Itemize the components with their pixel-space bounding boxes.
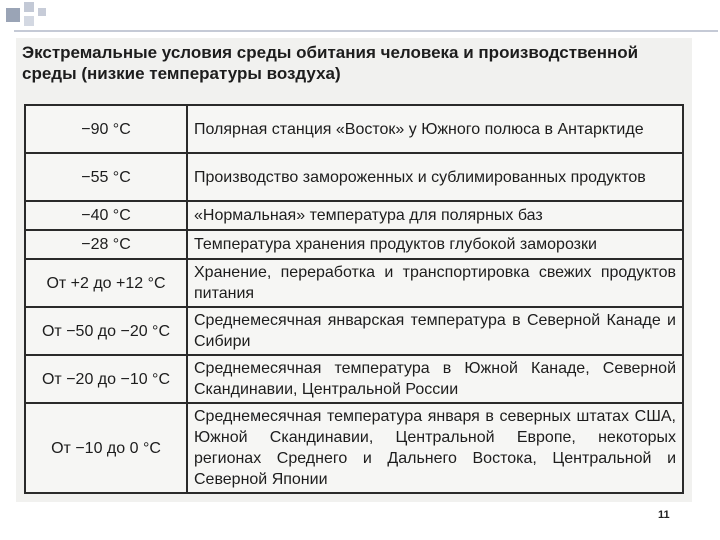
description-cell: Среднемесячная температура в Южной Канаде, Северной Скандинавии, Центральной России <box>187 355 683 403</box>
slide-top-rule <box>14 30 718 32</box>
table-row <box>25 153 683 201</box>
temperature-cell: От +2 до +12 °C <box>25 259 187 307</box>
temperature-cell: От −10 до 0 °C <box>25 403 187 493</box>
table-row <box>25 355 683 403</box>
slide-decoration-square <box>6 8 20 22</box>
description-cell: Температура хранения продуктов глубокой заморозки <box>187 230 683 259</box>
description-cell: Среднемесячная январская температура в Северной Канаде и Сибири <box>187 307 683 355</box>
page-title: Экстремальные условия среды обитания человека и производственной среды (низкие температуры воздуха) <box>22 43 639 83</box>
page-number: 11 <box>658 509 670 521</box>
slide-decoration-square <box>24 2 34 12</box>
temperature-cell: −90 °C <box>25 105 187 153</box>
slide-decoration-square <box>38 8 46 16</box>
table-row <box>25 307 683 355</box>
description-cell: Производство замороженных и сублимированных продуктов <box>187 153 683 201</box>
temperature-cell: От −50 до −20 °C <box>25 307 187 355</box>
temperature-table <box>24 104 684 494</box>
temperature-cell: −28 °C <box>25 230 187 259</box>
temperature-cell: −55 °C <box>25 153 187 201</box>
description-cell: Среднемесячная температура января в северных штатах США, Южной Скандинавии, Центральной Европе, некоторых регионах Среднего и Дальнего Востока, Центральной и Северной Японии <box>187 403 683 493</box>
temperature-cell: −40 °C <box>25 201 187 230</box>
table-row <box>25 403 683 493</box>
table-row <box>25 105 683 153</box>
description-cell: Хранение, переработка и транспортировка свежих продуктов питания <box>187 259 683 307</box>
description-cell: «Нормальная» температура для полярных баз <box>187 201 683 230</box>
table-row <box>25 259 683 307</box>
temperature-cell: От −20 до −10 °C <box>25 355 187 403</box>
slide-decoration-square <box>24 16 34 26</box>
description-cell: Полярная станция «Восток» у Южного полюса в Антарктиде <box>187 105 683 153</box>
table-row <box>25 230 683 259</box>
table-row <box>25 201 683 230</box>
